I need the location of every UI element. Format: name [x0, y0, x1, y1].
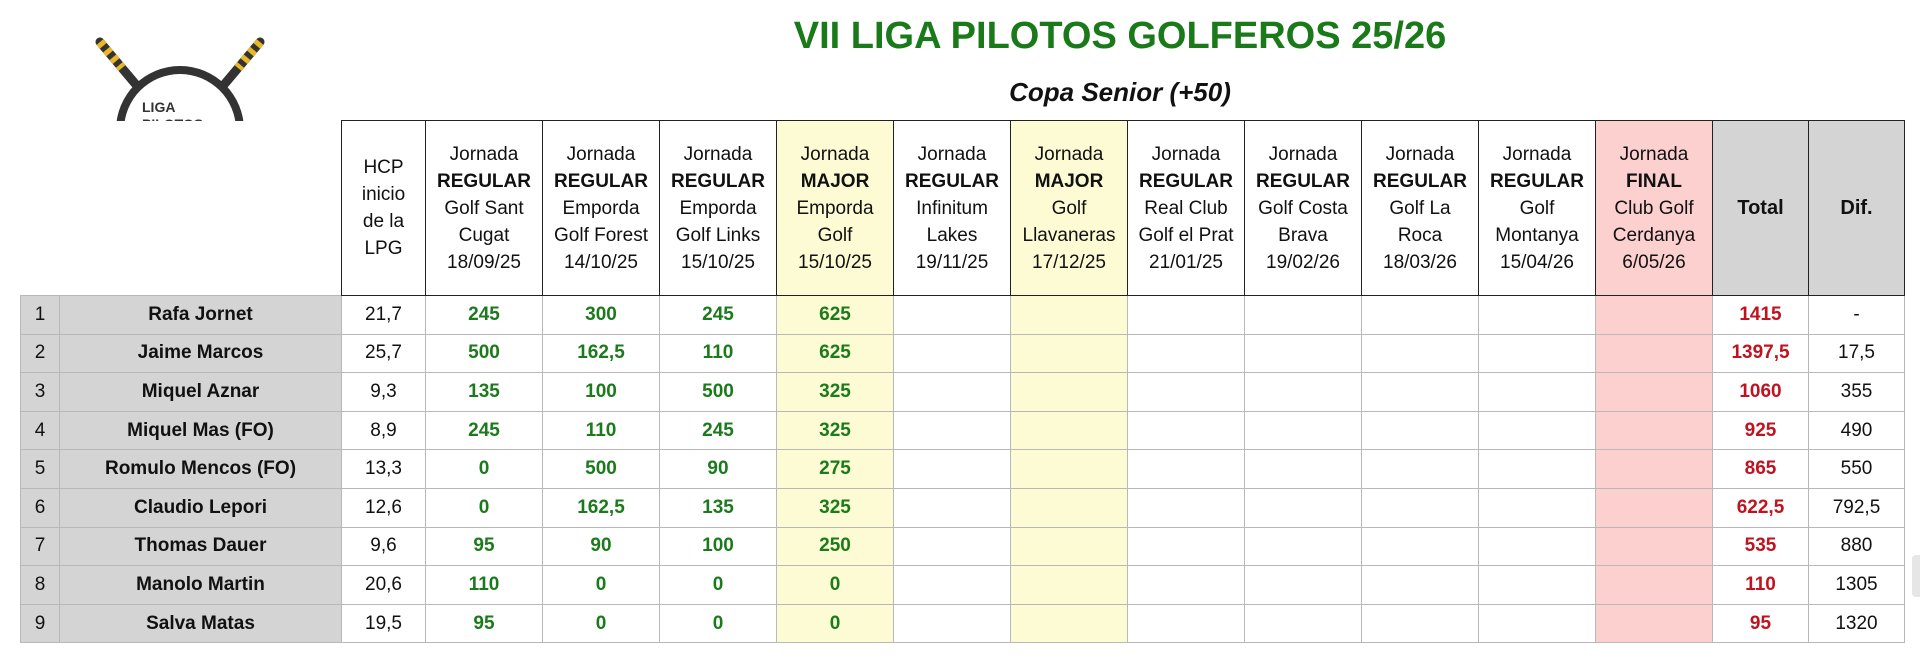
round-points-cell [1362, 604, 1479, 643]
table-row [21, 450, 1905, 489]
round-points-cell: 100 [660, 527, 777, 566]
player-name-cell: Salva Matas [60, 604, 342, 643]
round-points-cell [1128, 450, 1245, 489]
player-name-cell: Manolo Martin [60, 566, 342, 605]
round-points-cell: 0 [543, 566, 660, 605]
page-subtitle: Copa Senior (+50) [1009, 77, 1231, 107]
hcp-cell: 8,9 [342, 411, 426, 450]
hcp-cell: 20,6 [342, 566, 426, 605]
round-points-cell: 245 [660, 296, 777, 335]
total-cell: 1397,5 [1713, 334, 1809, 373]
round-points-cell [1011, 527, 1128, 566]
dif-cell: 1320 [1809, 604, 1905, 643]
hcp-cell: 9,6 [342, 527, 426, 566]
round-points-cell: 110 [660, 334, 777, 373]
header-round-2: Jornada REGULAR Emporda Golf Forest 14/10/25 [543, 121, 660, 296]
table-row [21, 604, 1905, 643]
player-name-cell: Miquel Aznar [60, 373, 342, 412]
round-points-cell [1362, 296, 1479, 335]
round-points-cell [1596, 411, 1713, 450]
hcp-cell: 13,3 [342, 450, 426, 489]
round-points-cell: 110 [543, 411, 660, 450]
table-row [21, 527, 1905, 566]
position-cell: 4 [21, 411, 60, 450]
header-round-9: Jornada REGULAR Golf La Roca 18/03/26 [1362, 121, 1479, 296]
dif-cell: 880 [1809, 527, 1905, 566]
player-name-cell: Thomas Dauer [60, 527, 342, 566]
header-round-3: Jornada REGULAR Emporda Golf Links 15/10/25 [660, 121, 777, 296]
round-points-cell [1128, 488, 1245, 527]
position-cell: 1 [21, 296, 60, 335]
round-points-cell [1128, 604, 1245, 643]
round-points-cell: 245 [660, 411, 777, 450]
header-hcp: HCP inicio de la LPG [342, 121, 426, 296]
round-points-cell [1596, 527, 1713, 566]
position-cell: 8 [21, 566, 60, 605]
round-points-cell: 500 [543, 450, 660, 489]
header-round-5: Jornada REGULAR Infinitum Lakes 19/11/25 [894, 121, 1011, 296]
round-points-cell: 325 [777, 373, 894, 412]
round-points-cell: 95 [426, 527, 543, 566]
total-cell: 110 [1713, 566, 1809, 605]
round-points-cell: 500 [426, 334, 543, 373]
round-points-cell [1011, 566, 1128, 605]
dif-cell: 792,5 [1809, 488, 1905, 527]
hcp-cell: 19,5 [342, 604, 426, 643]
header-total: Total [1713, 121, 1809, 296]
total-cell: 865 [1713, 450, 1809, 489]
round-points-cell: 135 [426, 373, 543, 412]
round-points-cell [1011, 373, 1128, 412]
round-points-cell [894, 411, 1011, 450]
logo-text: LIGA [142, 99, 175, 115]
round-points-cell: 0 [426, 488, 543, 527]
position-cell: 3 [21, 373, 60, 412]
round-points-cell: 162,5 [543, 488, 660, 527]
round-points-cell [1011, 450, 1128, 489]
table-row [21, 488, 1905, 527]
round-points-cell: 90 [660, 450, 777, 489]
header-row [21, 121, 1905, 296]
round-points-cell [1128, 527, 1245, 566]
round-points-cell [1362, 566, 1479, 605]
round-points-cell [1479, 527, 1596, 566]
header-round-10: Jornada REGULAR Golf Montanya 15/04/26 [1479, 121, 1596, 296]
table-row [21, 296, 1905, 335]
round-points-cell [1479, 411, 1596, 450]
header-blank-name [60, 121, 342, 296]
position-cell: 7 [21, 527, 60, 566]
round-points-cell: 245 [426, 296, 543, 335]
round-points-cell [894, 488, 1011, 527]
header-dif: Dif. [1809, 121, 1905, 296]
round-points-cell [1479, 450, 1596, 489]
player-name-cell: Romulo Mencos (FO) [60, 450, 342, 489]
round-points-cell: 325 [777, 488, 894, 527]
round-points-cell [1128, 296, 1245, 335]
page-title: VII LIGA PILOTOS GOLFEROS 25/26 [793, 15, 1447, 57]
round-points-cell [1596, 488, 1713, 527]
round-points-cell [1479, 373, 1596, 412]
round-points-cell [1011, 296, 1128, 335]
total-cell: 1415 [1713, 296, 1809, 335]
round-points-cell [1596, 296, 1713, 335]
round-points-cell [1596, 566, 1713, 605]
round-points-cell [1128, 411, 1245, 450]
round-points-cell [1245, 604, 1362, 643]
player-name-cell: Claudio Lepori [60, 488, 342, 527]
round-points-cell: 95 [426, 604, 543, 643]
round-points-cell [1245, 411, 1362, 450]
header-round-11: Jornada FINAL Club Golf Cerdanya 6/05/26 [1596, 121, 1713, 296]
round-points-cell [1128, 334, 1245, 373]
round-points-cell: 100 [543, 373, 660, 412]
round-points-cell [894, 604, 1011, 643]
position-cell: 2 [21, 334, 60, 373]
round-points-cell [1479, 566, 1596, 605]
round-points-cell [1245, 527, 1362, 566]
hcp-cell: 25,7 [342, 334, 426, 373]
round-points-cell [1479, 604, 1596, 643]
position-cell: 9 [21, 604, 60, 643]
round-points-cell: 325 [777, 411, 894, 450]
round-points-cell: 0 [426, 450, 543, 489]
dif-cell: 1305 [1809, 566, 1905, 605]
header-round-7: Jornada REGULAR Real Club Golf el Prat 21/01/25 [1128, 121, 1245, 296]
round-points-cell [1362, 411, 1479, 450]
total-cell: 622,5 [1713, 488, 1809, 527]
player-name-cell: Rafa Jornet [60, 296, 342, 335]
round-points-cell: 0 [660, 566, 777, 605]
dif-cell: - [1809, 296, 1905, 335]
round-points-cell [1362, 488, 1479, 527]
round-points-cell [1245, 488, 1362, 527]
standings-body [21, 296, 1905, 643]
round-points-cell [1128, 373, 1245, 412]
round-points-cell: 245 [426, 411, 543, 450]
dif-cell: 550 [1809, 450, 1905, 489]
hcp-cell: 21,7 [342, 296, 426, 335]
round-points-cell [894, 296, 1011, 335]
round-points-cell: 135 [660, 488, 777, 527]
round-points-cell: 0 [777, 566, 894, 605]
header-round-8: Jornada REGULAR Golf Costa Brava 19/02/26 [1245, 121, 1362, 296]
round-points-cell [1479, 488, 1596, 527]
round-points-cell [894, 527, 1011, 566]
player-name-cell: Miquel Mas (FO) [60, 411, 342, 450]
total-cell: 95 [1713, 604, 1809, 643]
total-cell: 925 [1713, 411, 1809, 450]
position-cell: 5 [21, 450, 60, 489]
hcp-cell: 9,3 [342, 373, 426, 412]
header-round-1: Jornada REGULAR Golf Sant Cugat 18/09/25 [426, 121, 543, 296]
round-points-cell [1479, 296, 1596, 335]
round-points-cell: 300 [543, 296, 660, 335]
round-points-cell [1596, 334, 1713, 373]
round-points-cell [1362, 450, 1479, 489]
player-name-cell: Jaime Marcos [60, 334, 342, 373]
round-points-cell: 625 [777, 296, 894, 335]
round-points-cell [894, 566, 1011, 605]
table-row [21, 411, 1905, 450]
header-round-6: Jornada MAJOR Golf Llavaneras 17/12/25 [1011, 121, 1128, 296]
round-points-cell [1011, 411, 1128, 450]
round-points-cell [1479, 334, 1596, 373]
total-cell: 535 [1713, 527, 1809, 566]
hcp-cell: 12,6 [342, 488, 426, 527]
round-points-cell [894, 334, 1011, 373]
round-points-cell [1245, 334, 1362, 373]
round-points-cell [1245, 296, 1362, 335]
dif-cell: 355 [1809, 373, 1905, 412]
round-points-cell: 110 [426, 566, 543, 605]
dif-cell: 490 [1809, 411, 1905, 450]
round-points-cell [1011, 488, 1128, 527]
scrollbar-thumb[interactable] [1912, 555, 1920, 597]
round-points-cell [1362, 334, 1479, 373]
round-points-cell [1596, 373, 1713, 412]
header-round-4: Jornada MAJOR Emporda Golf 15/10/25 [777, 121, 894, 296]
total-cell: 1060 [1713, 373, 1809, 412]
round-points-cell: 250 [777, 527, 894, 566]
round-points-cell [894, 450, 1011, 489]
round-points-cell [1596, 604, 1713, 643]
round-points-cell [1362, 527, 1479, 566]
round-points-cell: 162,5 [543, 334, 660, 373]
round-points-cell: 500 [660, 373, 777, 412]
position-cell: 6 [21, 488, 60, 527]
round-points-cell [1596, 450, 1713, 489]
round-points-cell [1245, 373, 1362, 412]
dif-cell: 17,5 [1809, 334, 1905, 373]
round-points-cell: 90 [543, 527, 660, 566]
round-points-cell [894, 373, 1011, 412]
round-points-cell: 0 [777, 604, 894, 643]
round-points-cell: 625 [777, 334, 894, 373]
round-points-cell: 0 [543, 604, 660, 643]
round-points-cell: 275 [777, 450, 894, 489]
header-blank-pos [21, 121, 60, 296]
round-points-cell [1128, 566, 1245, 605]
table-row [21, 566, 1905, 605]
round-points-cell [1011, 604, 1128, 643]
table-row [21, 373, 1905, 412]
round-points-cell [1011, 334, 1128, 373]
table-row [21, 334, 1905, 373]
round-points-cell [1362, 373, 1479, 412]
round-points-cell [1245, 566, 1362, 605]
round-points-cell: 0 [660, 604, 777, 643]
round-points-cell [1245, 450, 1362, 489]
standings-table [20, 120, 1905, 643]
